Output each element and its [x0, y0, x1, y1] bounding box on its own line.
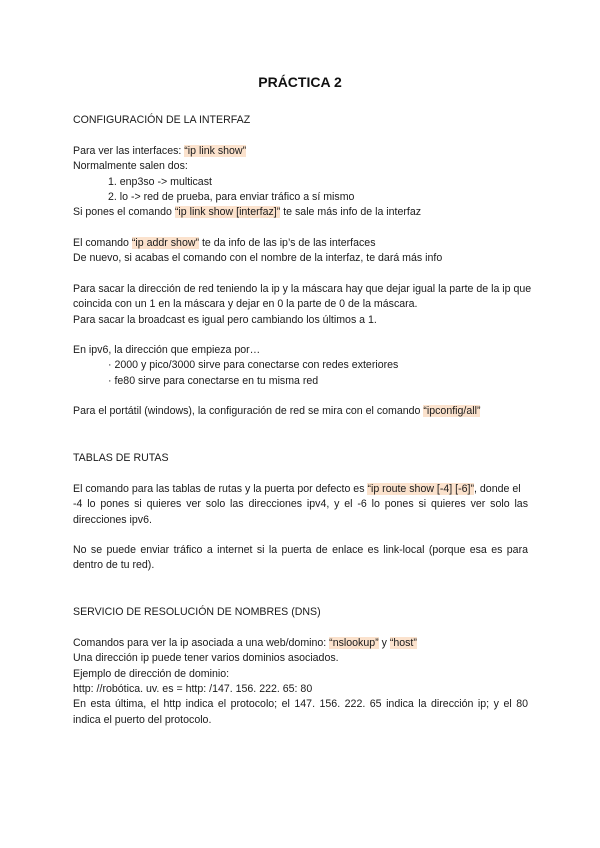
paragraph-line	[73, 636, 528, 651]
paragraph-line	[73, 236, 528, 251]
command-highlight: “ip route show [-4] [-6]”	[367, 483, 475, 495]
paragraph-line: No se puede enviar tráfico a internet si la puerta de enlace es link-local (porque esa es para	[73, 544, 528, 556]
paragraph-line: Una dirección ip puede tener varios dominios asociados.	[73, 652, 339, 664]
paragraph-line: En esta última, el http indica el protocolo; el 147. 156. 222. 65 indica la dirección ip; y el 80	[73, 698, 528, 710]
paragraph-line	[73, 144, 528, 159]
paragraph-line: En ipv6, la dirección que empieza por…	[73, 344, 261, 356]
bullet-item: · 2000 y pico/3000 sirve para conectarse con redes exteriores	[108, 359, 399, 371]
bullet-item: · fe80 sirve para conectarse en tu misma red	[108, 375, 319, 387]
text: y	[378, 637, 390, 649]
text: te sale más info de la interfaz	[280, 206, 422, 218]
text: te da info de las ip’s de las interfaces	[199, 237, 376, 249]
section-heading-interfaz: CONFIGURACIÓN DE LA INTERFAZ	[73, 114, 251, 126]
command-highlight: “nslookup”	[329, 637, 379, 649]
paragraph-line: http: //robótica. uv. es = http: /147. 156. 222. 65: 80	[73, 683, 313, 695]
command-highlight: “ip link show”	[184, 145, 247, 157]
text: Para ver las interfaces:	[73, 145, 185, 157]
section-heading-rutas: TABLAS DE RUTAS	[73, 452, 169, 464]
command-highlight: “ip link show [interfaz]”	[174, 206, 281, 218]
page-title: PRÁCTICA 2	[258, 74, 342, 90]
numbered-item: 1. enp3so -> multicast	[108, 176, 212, 188]
paragraph-line: -4 lo pones si quieres ver solo las direcciones ipv4, y el -6 lo pones si quieres ver solo las	[73, 498, 528, 510]
paragraph-line: De nuevo, si acabas el comando con el nombre de la interfaz, te dará más info	[73, 252, 443, 264]
text: El comando	[73, 237, 132, 249]
paragraph-line: Normalmente salen dos:	[73, 160, 188, 172]
paragraph-line	[73, 404, 528, 419]
text: Si pones el comando	[73, 206, 175, 218]
paragraph-line	[73, 205, 528, 220]
text: El comando para las tablas de rutas y la puerta por defecto es	[73, 483, 368, 495]
paragraph-line: Ejemplo de dirección de dominio:	[73, 668, 230, 680]
text: , donde el	[474, 483, 521, 495]
paragraph-line: Para sacar la broadcast es igual pero cambiando los últimos a 1.	[73, 314, 377, 326]
command-highlight: “host”	[389, 637, 417, 649]
section-heading-dns: SERVICIO DE RESOLUCIÓN DE NOMBRES (DNS)	[73, 606, 321, 618]
paragraph-line: direcciones ipv6.	[73, 514, 152, 526]
paragraph-line	[73, 482, 528, 497]
paragraph-line: coincida con un 1 en la máscara y dejar en 0 la parte de 0 de la máscara.	[73, 298, 418, 310]
command-highlight: “ip addr show”	[131, 237, 200, 249]
numbered-item: 2. lo -> red de prueba, para enviar tráfico a sí mismo	[108, 191, 355, 203]
paragraph-line: indica el puerto del protocolo.	[73, 714, 212, 726]
text: Para el portátil (windows), la configuración de red se mira con el comando	[73, 405, 424, 417]
paragraph-line: Para sacar la dirección de red teniendo la ip y la máscara hay que dejar igual la parte de la ip que	[73, 283, 532, 295]
command-highlight: “ipconfig/all”	[423, 405, 481, 417]
text: Comandos para ver la ip asociada a una web/domino:	[73, 637, 330, 649]
paragraph-line: dentro de tu red).	[73, 559, 155, 571]
